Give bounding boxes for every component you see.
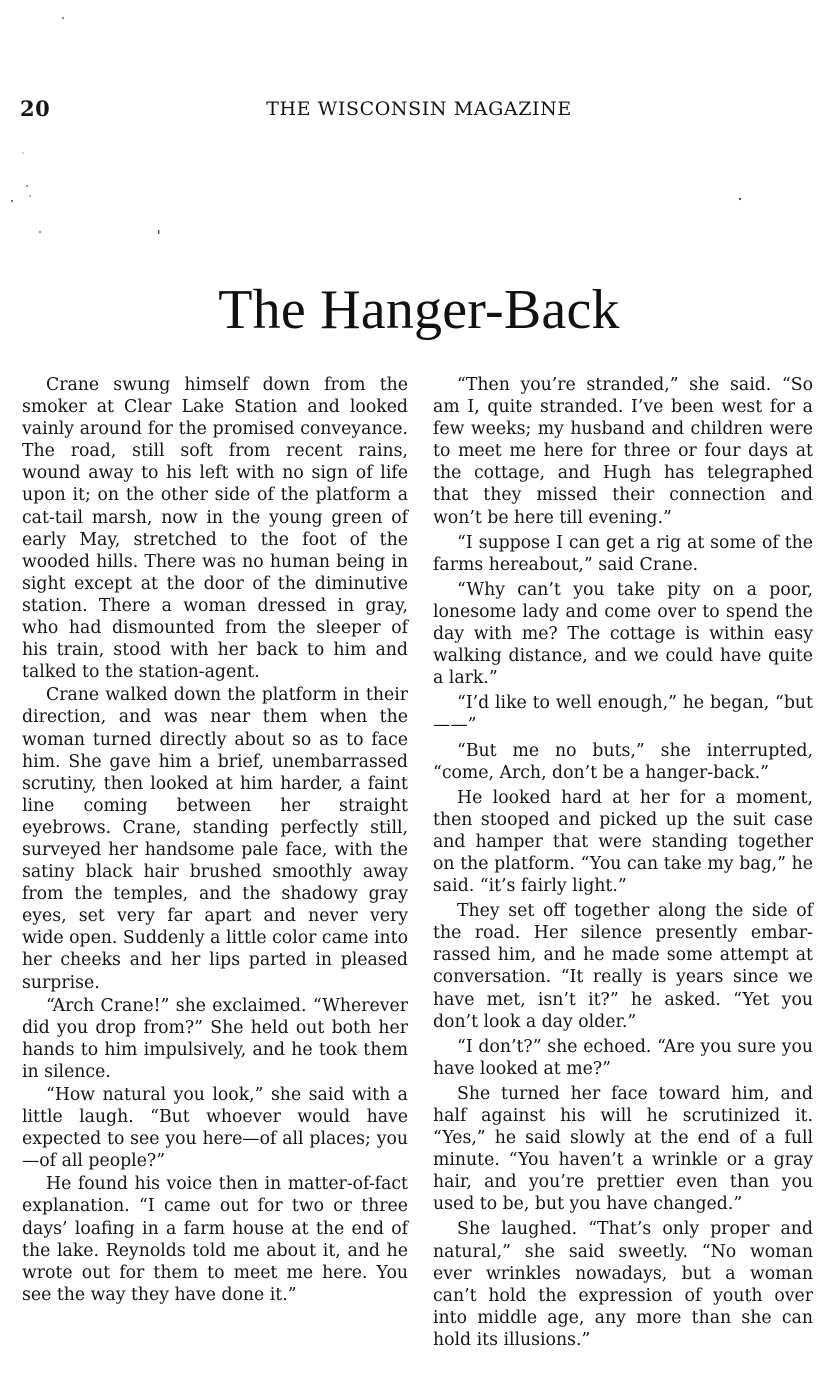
paragraph: They set off together along the side of the road. Her silence presently embarrassed him, and he made some attempt at conversation. “It really is years since we have met, isn’t it?” he asked. “Yet you don’t look a day older.” [433,901,813,1032]
page-number: 20 [20,96,51,121]
paragraph: “How natural you look,” she said with a little laugh. “But whoever would have expected to see you here—of all places; you—of all people?” [22,1085,408,1172]
paragraph: “I suppose I can get a rig at some of the farms hereabout,” said Crane. [433,532,813,575]
print-specks [0,0,838,260]
paragraph: Crane swung himself down from the smoker at Clear Lake Station and looked vainly around for the promised conveyance. The road, still soft from recent rains, wound away to his left with no sign of life upon it; on the other side of the platform a cat-tail marsh, now in the young green of early May, stretched to the foot of the wooded hills. There was no human being in sight except at the door of the diminutive station. There a woman dressed in gray, who had dismounted from the sleeper of his train, stood with her back to him and talked to the station-agent. [22,375,408,683]
paragraph: “Why can’t you take pity on a poor, lonesome lady and come over to spend the day with me? The cottage is within easy walking distance, and we could have quite a lark.” [433,579,813,689]
paragraph: He looked hard at her for a moment, then stooped and picked up the suit case and hamper that were standing together on the platform. “You can take my bag,” he said. “it’s fairly light.” [433,787,813,897]
paragraph: “But me no buts,” she interrupted, “come, Arch, don’t be a hanger-back.” [433,740,813,783]
left-column [22,374,408,1307]
paragraph: She laughed. “That’s only proper and natural,” she said sweetly. “No woman ever wrinkles nowadays, but a woman can’t hold the expression of youth over into middle age, any more than she can hold its illusions.” [433,1219,813,1350]
paragraph: “I don’t?” she echoed. “Are you sure you have looked at me?” [433,1036,813,1079]
paragraph: “Arch Crane!” she exclaimed. “Wherever did you drop from?” She held out both her hands to him impulsively, and he took them in silence. [22,995,408,1082]
paragraph: “Then you’re stranded,” she said. “So am I, quite stranded. I’ve been west for a few weeks; my husband and children were to meet me here for three or four days at the cottage, and Hugh has telegraphed that they missed their connection and won’t be here till evening.” [433,375,813,528]
paragraph: She turned her face toward him, and half against his will he scrutinized it. “Yes,” he said slowly at the end of a full minute. “You haven’t a wrinkle or a gray hair, and you’re prettier even than you used to be, but you have changed.” [433,1083,813,1215]
paragraph: “I’d like to well enough,” he began, “but——” [433,693,813,736]
paragraph: Crane walked down the platform in their direction, and was near them when the woman turned directly about so as to face him. She gave him a brief, unembarrassed scrutiny, then looked at him harder, a faint line coming between her straight eyebrows. Crane, standing perfectly still, surveyed her handsome pale face, with the satiny black hair brushed smoothly away from the temples, and the shadowy gray eyes, set very far apart and never very wide open. Suddenly a little color came into her cheeks and her lips parted in pleased surprise. [22,685,408,993]
story-title: The Hanger-Back [218,279,620,341]
paragraph: He found his voice then in matter-of-fact explanation. “I came out for two or three days’ loafing in a farm house at the end of the lake. Reynolds told me about it, and he wrote out for them to meet me here. You see the way they have done it.” [22,1174,408,1305]
right-column [433,374,813,1354]
running-head: THE WISCONSIN MAGAZINE [266,98,572,120]
